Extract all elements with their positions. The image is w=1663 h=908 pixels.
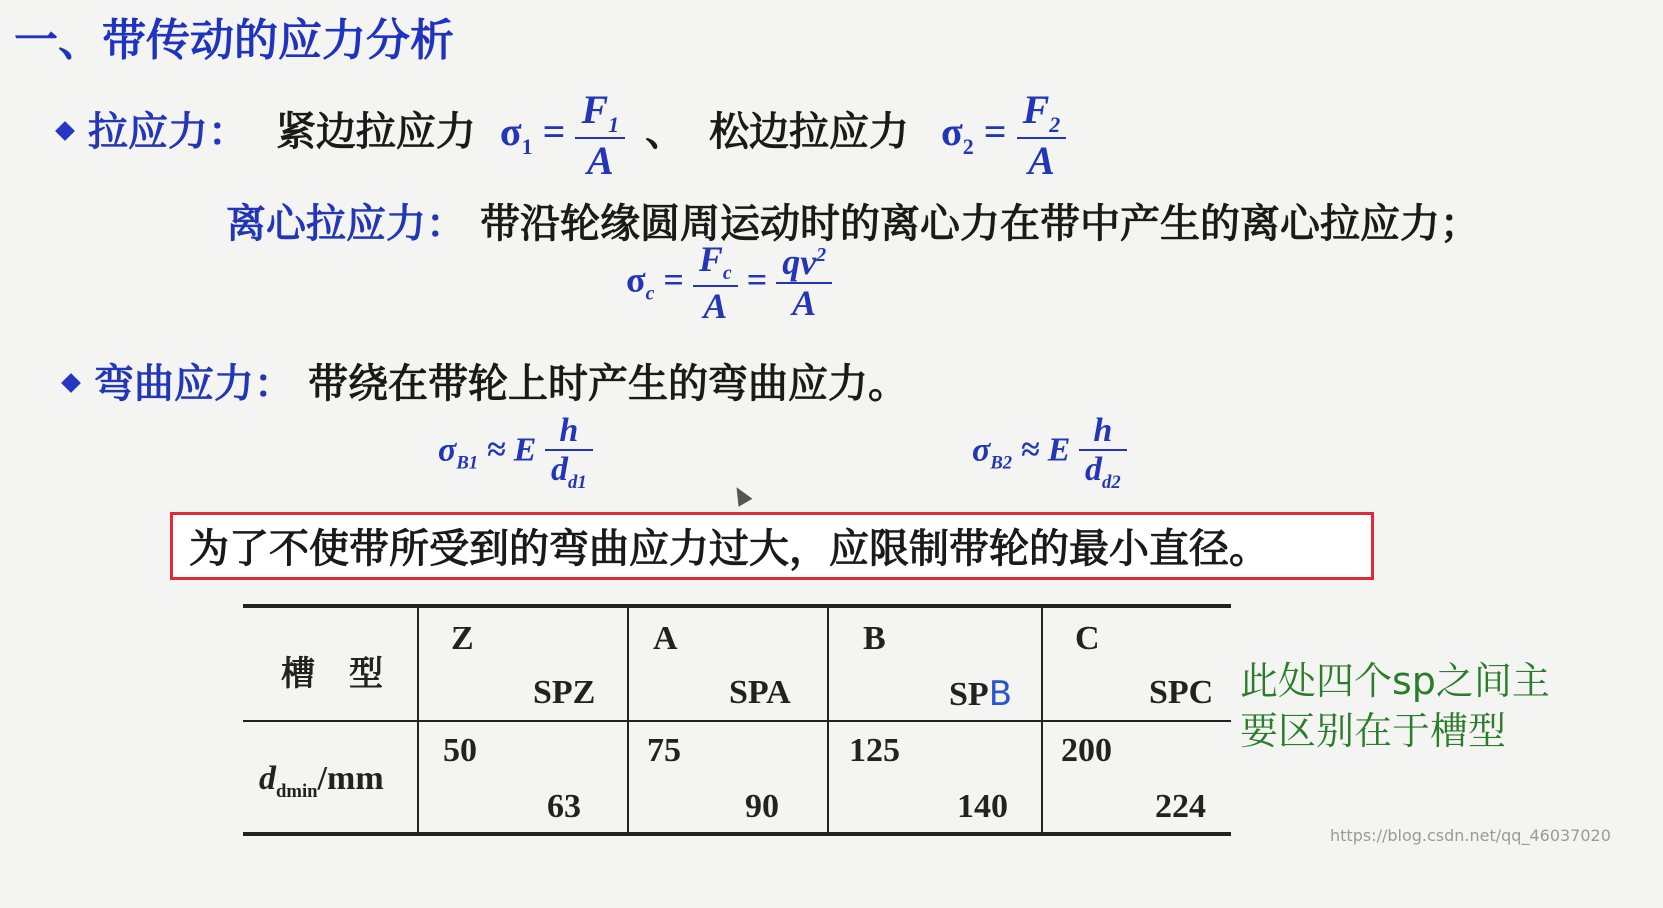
bending-formula-2: $\sigma_{B2} \approx E$ $\frac{h}{d_{d2}}$ bbox=[972, 412, 1127, 494]
centrifugal-desc: 带沿轮缘圆周运动时的离心力在带中产生的离心拉应力； bbox=[480, 200, 1480, 247]
page-title: 一、带传动的应力分析 bbox=[14, 15, 454, 66]
bending-line bbox=[64, 352, 908, 409]
bending-formula-1: $\sigma_{B1} \approx E$ $\frac{h}{d_{d1}}$ bbox=[438, 412, 593, 494]
diamond-bullet-icon bbox=[55, 121, 75, 141]
diamond-bullet-icon bbox=[61, 373, 81, 393]
type-spz: SPZ bbox=[533, 674, 596, 711]
table-top-rule bbox=[243, 604, 1231, 608]
tight-label: 紧边拉应力 bbox=[275, 107, 476, 155]
dmin-spz: 63 bbox=[547, 788, 581, 825]
dmin-a: 75 bbox=[647, 732, 681, 769]
dmin-c: 200 bbox=[1061, 732, 1112, 769]
annotation-line-1: 此处四个sp之间主 bbox=[1240, 659, 1550, 703]
table-mid-rule bbox=[243, 720, 1231, 722]
mouse-cursor-icon bbox=[730, 483, 753, 507]
groove-type-header: 槽 型 bbox=[281, 654, 383, 694]
tensile-line bbox=[58, 88, 1066, 183]
table-divider bbox=[627, 608, 629, 834]
annotation-note bbox=[1240, 656, 1550, 756]
dmin-spb: 140 bbox=[957, 788, 1008, 825]
groove-diameter-table bbox=[243, 604, 1231, 836]
centrifugal-label: 离心拉应力： bbox=[226, 200, 466, 247]
watermark: https://blog.csdn.net/qq_46037020 bbox=[1330, 826, 1611, 845]
dmin-spc: 224 bbox=[1155, 788, 1206, 825]
dmin-z: 50 bbox=[443, 732, 477, 769]
type-z: Z bbox=[451, 620, 474, 657]
type-a: A bbox=[653, 620, 678, 657]
type-c: C bbox=[1075, 620, 1100, 657]
slack-formula: $\sigma_2$ = $\frac{F_2}{A}$ bbox=[941, 109, 1066, 154]
table-divider bbox=[1041, 608, 1043, 834]
dmin-spa: 90 bbox=[745, 788, 779, 825]
type-spb: SPB bbox=[949, 674, 1013, 714]
separator: 、 bbox=[645, 107, 686, 155]
slack-label: 松边拉应力 bbox=[709, 107, 910, 155]
centrifugal-line bbox=[226, 192, 1480, 249]
tensile-label: 拉应力： bbox=[88, 107, 248, 155]
centrifugal-formula: $\sigma_c$ = $\frac{F_c}{A}$ = $\frac{qv^2}{A}$ bbox=[626, 240, 832, 327]
bending-label: 弯曲应力： bbox=[94, 360, 294, 407]
table-divider bbox=[827, 608, 829, 834]
table-divider bbox=[417, 608, 419, 834]
min-diameter-highlight: 为了不使带所受到的弯曲应力过大，应限制带轮的最小直径。 bbox=[170, 512, 1374, 580]
bending-desc: 带绕在带轮上时产生的弯曲应力。 bbox=[308, 360, 908, 407]
type-spa: SPA bbox=[729, 674, 791, 711]
annotation-line-2: 要区别在于槽型 bbox=[1240, 709, 1507, 753]
dmin-b: 125 bbox=[849, 732, 900, 769]
type-b: B bbox=[863, 620, 886, 657]
dmin-header: $d_{dmin}/mm$ bbox=[259, 760, 384, 802]
type-spc: SPC bbox=[1149, 674, 1214, 711]
tight-formula: $\sigma_1$ = $\frac{F_1}{A}$ bbox=[500, 109, 635, 154]
table-bottom-rule bbox=[243, 832, 1231, 836]
